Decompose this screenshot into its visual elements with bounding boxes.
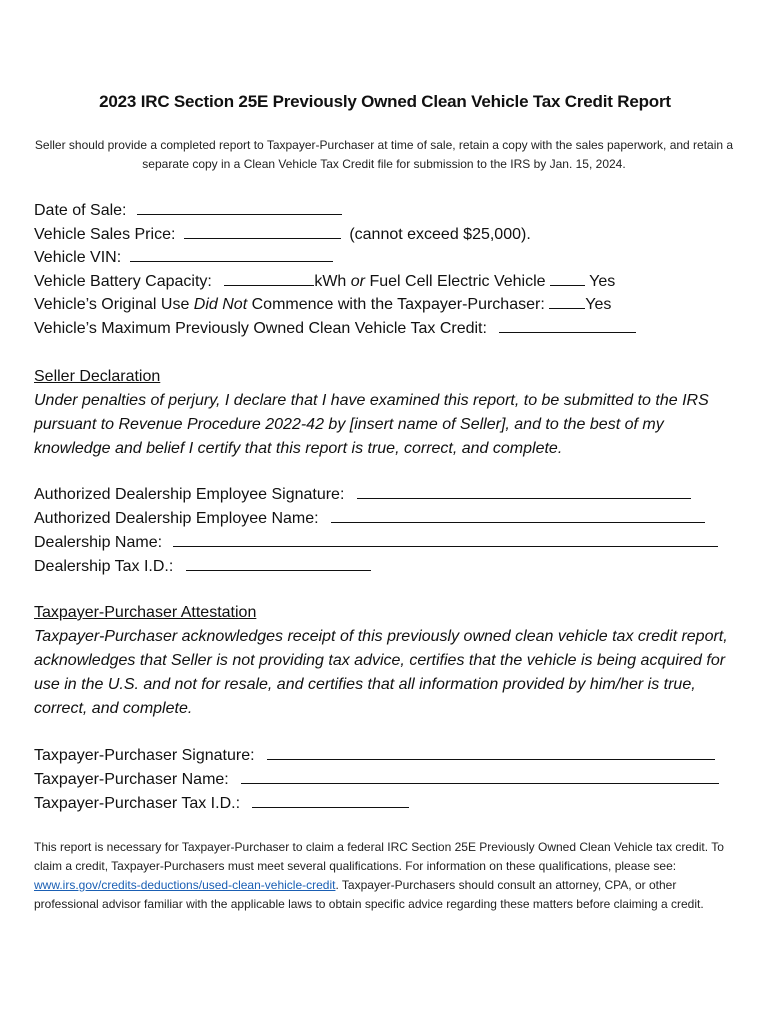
max-credit-label: Vehicle’s Maximum Previously Owned Clean Vehicle Tax Credit: <box>34 319 487 337</box>
purchaser-attestation <box>34 601 744 721</box>
fuel-cell-blank[interactable] <box>550 271 585 286</box>
vin-row <box>34 246 636 270</box>
purchaser-name-label: Taxpayer-Purchaser Name: <box>34 771 229 788</box>
seller-declaration <box>34 365 744 461</box>
sales-price-label: Vehicle Sales Price: <box>34 225 176 243</box>
dealership-name-row <box>34 531 718 555</box>
date-of-sale-row <box>34 199 636 223</box>
or-word: or <box>350 272 366 290</box>
original-use-prefix: Vehicle’s Original Use <box>34 296 190 313</box>
purchaser-tax-label: Taxpayer-Purchaser Tax I.D.: <box>34 795 241 812</box>
max-credit-blank[interactable] <box>499 318 636 333</box>
dealership-tax-label: Dealership Tax I.D.: <box>34 558 174 575</box>
vin-label: Vehicle VIN: <box>34 249 122 266</box>
purchaser-signature-label: Taxpayer-Purchaser Signature: <box>34 747 255 764</box>
max-credit-row <box>34 317 636 341</box>
purchaser-text: Taxpayer-Purchaser acknowledges receipt of this previously owned clean vehicle tax credit report, acknowledges that Seller is not providing tax advice, certifies that the vehicle is being acquired for use in the U.S. and not for resale, and certifies that all information provided by him/her is true, correct, and complete. <box>34 628 728 717</box>
battery-blank[interactable] <box>224 271 314 286</box>
employee-signature-blank[interactable] <box>357 484 691 499</box>
vehicle-fields <box>34 199 636 340</box>
dealership-name-blank[interactable] <box>173 532 718 547</box>
date-of-sale-label: Date of Sale: <box>34 202 127 219</box>
battery-row <box>34 270 636 294</box>
battery-label: Vehicle Battery Capacity: <box>34 272 212 290</box>
purchaser-signature-blank[interactable] <box>267 745 715 760</box>
purchaser-name-row <box>34 768 719 792</box>
date-of-sale-blank[interactable] <box>137 200 342 215</box>
sales-price-note: (cannot exceed $25,000). <box>349 225 531 243</box>
vin-blank[interactable] <box>130 247 333 262</box>
employee-name-row <box>34 507 718 531</box>
sales-price-row <box>34 223 636 247</box>
purchaser-name-blank[interactable] <box>241 769 719 784</box>
dealership-name-label: Dealership Name: <box>34 534 163 551</box>
original-use-blank[interactable] <box>549 294 585 309</box>
page-title: 2023 IRC Section 25E Previously Owned Clean Vehicle Tax Credit Report <box>99 92 671 111</box>
employee-signature-row <box>34 483 718 507</box>
purchaser-signature-row <box>34 744 719 768</box>
original-use-yes: Yes <box>585 296 612 313</box>
intro-text: Seller should provide a completed report to Taxpayer-Purchaser at time of sale, retain a copy with the sales paperwork, and retain a separate copy in a Clean Vehicle Tax Credit file for submission to the IRS by Jan. 15, 2024. <box>34 138 734 171</box>
sales-price-blank[interactable] <box>184 224 341 239</box>
footer-note <box>34 838 744 914</box>
employee-name-blank[interactable] <box>331 508 705 523</box>
fuel-cell-yes: Yes <box>589 272 616 290</box>
purchaser-heading: Taxpayer-Purchaser Attestation <box>34 604 257 621</box>
purchaser-tax-row <box>34 792 719 816</box>
footer-text-after: . Taxpayer-Purchasers should consult an attorney, CPA, or other professional advisor familiar with the applicable laws to obtain specific advice regarding these matters before claiming a credit. <box>34 878 704 911</box>
purchaser-tax-blank[interactable] <box>252 793 409 808</box>
footer-text-before: This report is necessary for Taxpayer-Purchaser to claim a federal IRC Section 25E Previously Owned Clean Vehicle tax credit. To claim a credit, Taxpayer-Purchasers must meet several qualifications. For information on these qualifications, please see: <box>34 840 724 873</box>
fuel-cell-label: Fuel Cell Electric Vehicle <box>369 272 546 290</box>
irs-link[interactable]: www.irs.gov/credits-deductions/used-clean-vehicle-credit <box>34 878 336 892</box>
battery-unit: kWh <box>314 272 347 290</box>
dealership-tax-row <box>34 555 718 579</box>
employee-signature-label: Authorized Dealership Employee Signature: <box>34 486 345 503</box>
seller-text: Under penalties of perjury, I declare that I have examined this report, to be submitted to the IRS pursuant to Revenue Procedure 2022-42 by [insert name of Seller], and to the best of my knowledge and belief I certify that this report is true, correct, and complete. <box>34 392 709 457</box>
purchaser-signature-block <box>34 744 719 816</box>
original-use-suffix: Commence with the Taxpayer-Purchaser: <box>251 296 545 313</box>
seller-heading: Seller Declaration <box>34 368 161 385</box>
dealership-tax-blank[interactable] <box>186 556 371 571</box>
original-use-italic: Did Not <box>193 296 248 313</box>
employee-name-label: Authorized Dealership Employee Name: <box>34 510 319 527</box>
original-use-row <box>34 293 636 317</box>
seller-signature-block <box>34 483 718 579</box>
